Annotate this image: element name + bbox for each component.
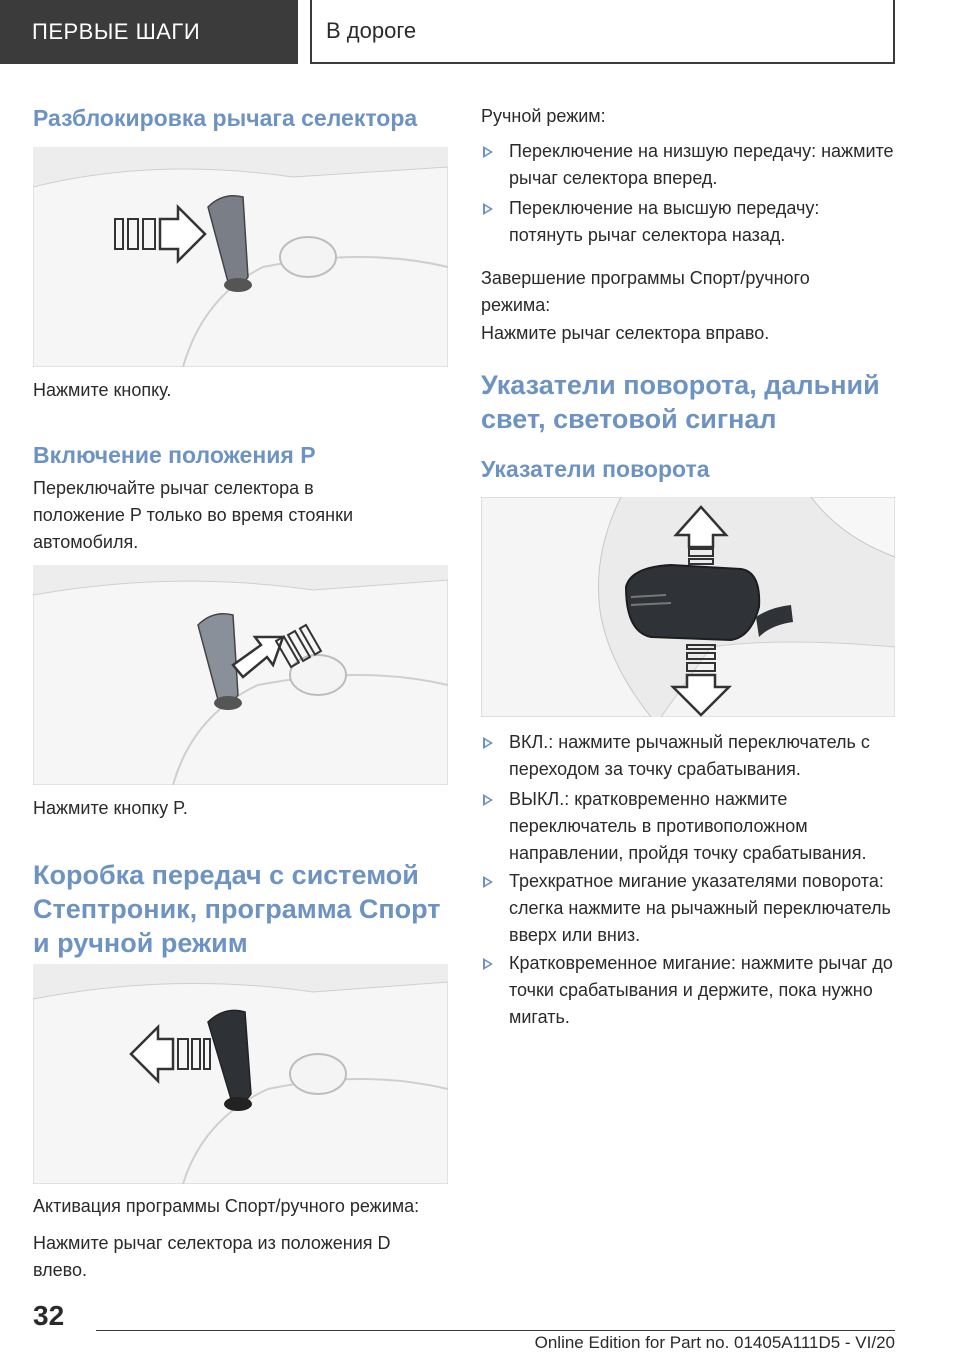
bullet-off: ВЫКЛ.: кратковременно нажмите переключатель в противоположном направлении, пройдя точку срабатывания. xyxy=(481,786,896,867)
label-end-program: Завершение программы Спорт/ручного режима: xyxy=(481,268,810,315)
caption-unlock: Нажмите кнопку. xyxy=(33,380,172,400)
bullet-on: ВКЛ.: нажмите рычажный переключатель с переходом за точку срабатывания. xyxy=(481,729,896,783)
bullet-triangle-icon xyxy=(483,794,493,806)
heading-signals: Указатели поворота, дальний свет, световой сигнал xyxy=(481,370,880,434)
heading-steptronic: Коробка передач с системой Стептроник, программа Спорт и ручной режим xyxy=(33,860,441,958)
footer-divider xyxy=(96,1330,895,1331)
label-manual: Ручной режим: xyxy=(481,106,606,126)
subsection-tab: В дороге xyxy=(310,0,895,64)
bullet-triangle-icon xyxy=(483,146,493,158)
page-number: 32 xyxy=(33,1300,65,1331)
bullet-triangle-icon xyxy=(483,958,493,970)
heading-position-p: Включение положения P xyxy=(33,442,316,468)
caption-activate: Активация программы Спорт/ручного режима: xyxy=(33,1196,420,1216)
figure-turn-lever xyxy=(481,497,895,717)
caption-p-button: Нажмите кнопку P. xyxy=(33,798,188,818)
figure-selector-unlock xyxy=(33,147,448,367)
bullet-triangle-icon xyxy=(483,737,493,749)
text-position-p: Переключайте рычаг селектора в положение P только во время стоянки автомобиля. xyxy=(33,478,353,552)
bullet-triangle-icon xyxy=(483,876,493,888)
bullet-triangle-icon xyxy=(483,203,493,215)
figure-steptronic xyxy=(33,964,448,1184)
text-end-program: Нажмите рычаг селектора вправо. xyxy=(481,323,770,343)
heading-unlock: Разблокировка рычага селектора xyxy=(33,105,418,131)
bullet-downshift: Переключение на низшую передачу: нажмите рычаг селектора вперед. xyxy=(481,138,896,192)
bullet-short-blink: Кратковременное мигание: нажмите рычаг до точки срабатывания и держите, пока нужно мигать. xyxy=(481,950,896,1031)
footer-edition: Online Edition for Part no. 01405A111D5 - VI/20 xyxy=(534,1333,895,1352)
heading-turn-signals: Указатели поворота xyxy=(481,456,710,482)
bullet-upshift: Переключение на высшую передачу: потянуть рычаг селектора назад. xyxy=(481,195,896,249)
section-tab: ПЕРВЫЕ ШАГИ xyxy=(0,0,298,64)
figure-p-button xyxy=(33,565,448,785)
text-activate: Нажмите рычаг селектора из положения D влево. xyxy=(33,1233,391,1280)
bullet-triple-blink: Трехкратное мигание указателями поворота: слегка нажмите на рычажный переключатель вверх или вниз. xyxy=(481,868,896,949)
